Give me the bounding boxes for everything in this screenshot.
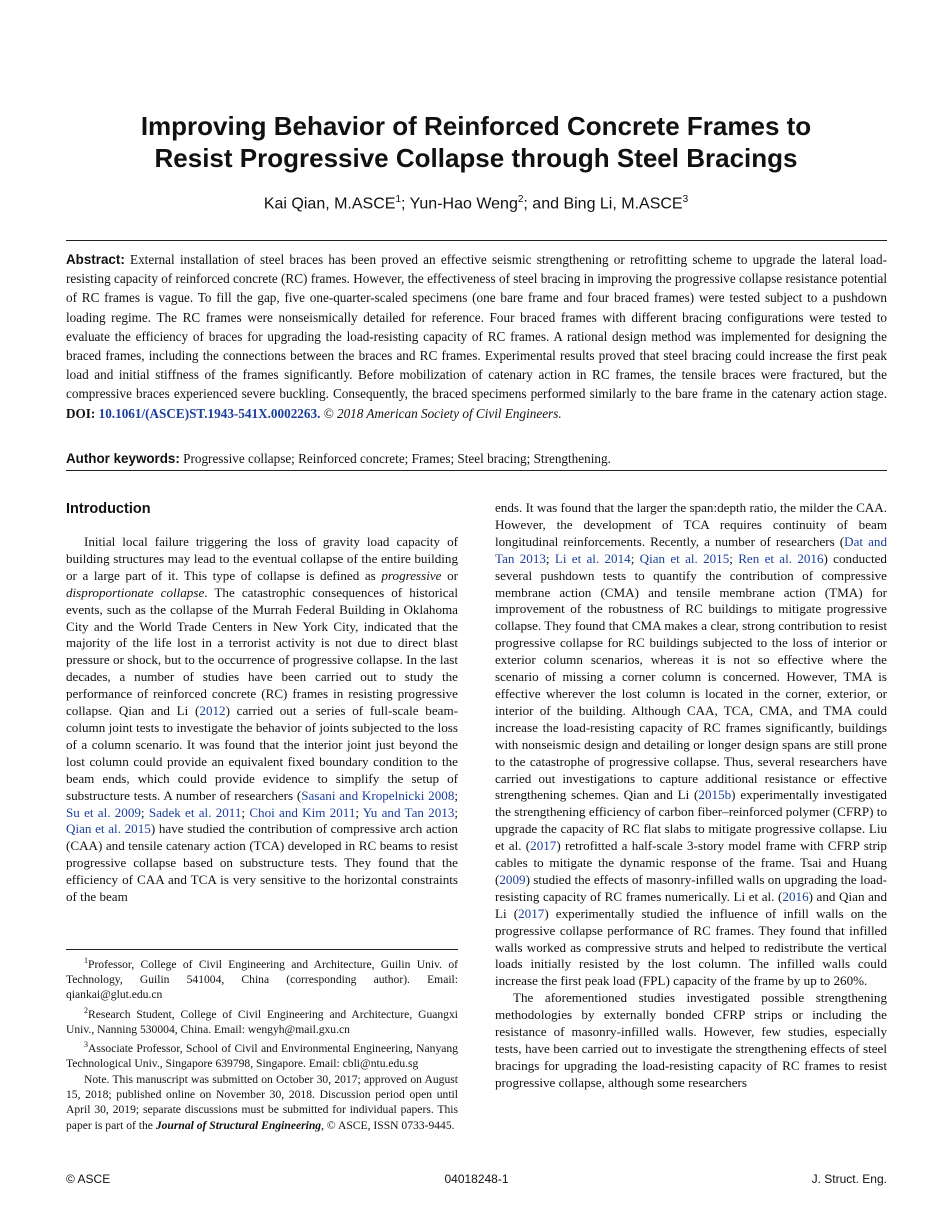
keywords-text: Progressive collapse; Reinforced concrete; Frames; Steel bracing; Strengthening. [183,451,611,466]
intro-paragraph-1: Initial local failure triggering the loss of gravity load capacity of building structures may lead to the eventual collapse of the entire building or a large part of it. This type of collapse is defined as progressive or disproportionate collapse. The catastrophic consequences of historical events, such as the collapse of the Murrah Federal Building in Oklahoma City and the World Trade Centers in New York City, indicated that the majority of the life lost in a terrorist activity is not due to direct blast pressure or shock, but to the occurrence of progressive collapse. In the last decades, a number of studies have been carried out to study the performance of reinforced concrete (RC) frames in resisting progressive collapse. Qian and Li (2012) carried out a series of full-scale beam-column joint tests to investigate the behavior of joints subjected to the loss of a column scenario. It was found that the interior joint just beyond the lost column could provide an equivalent fixed boundary condition to the beam ends, which could provide evidence to simplify the setup of substructure tests. A number of researchers (Sasani and Kropelnicki 2008; Su et al. 2009; Sadek et al. 2011; Choi and Kim 2011; Yu and Tan 2013; Qian et al. 2015) have studied the contribution of compressive arch action (CAA) and tensile catenary action (TCA) developed in RC beams to resist progressive collapse based on substructure tests. They found that the efficiency of CAA and TCA is very sensitive to the horizontal constraints of the beam [66,534,459,905]
citation-link[interactable]: Sasani and Kropelnicki 2008 [301,787,455,803]
doi-link[interactable]: 10.1061/(ASCE)ST.1943-541X.0002263. [98,405,321,421]
citation-link[interactable]: Ren et al. 2016 [738,550,824,566]
abstract-text: External installation of steel braces has been proved an effective seismic strengthening or retrofitting scheme to upgrade the lateral load-resisting capacity of reinforced concrete (RC) frames. However, the effectiveness of steel bracing in improving the progressive collapse resistance potential of RC frames is vague. To fill the gap, five one-quarter-scaled specimens (one bare frame and four braced frames) were tested subject to a pushdown loading regime. The RC frames were nonseismically detailed for reference. Four braced frames with different bracing configurations were tested to evaluate the efficiency of braces for upgrading the load-resisting capacity of RC frames. A rational design method was implemented for designing the braced frames, including the connections between the braces and RC frames. Experimental results proved that steel bracing could increase the first peak load and initial stiffness of the frames significantly. Before mobilization of catenary action in RC frames, the tensile braces were fractured, but the compressive braces experienced severe buckling. Consequently, the braced specimens performed similarly to the bare frame in the catenary action stage. [66,252,888,402]
paper-title [66,110,886,174]
footnote-2: $^2$Research Student, College of Civil Engineering and Architecture, Guangxi Univ., Nanning 530004, China. Email: wengyh@mail.gxu.cn [66,1005,458,1036]
citation-link[interactable]: 2012 [199,703,226,719]
citation-link[interactable]: Qian et al. 2015 [66,821,151,837]
doi-label: DOI: [66,405,96,421]
citation-link[interactable]: Li et al. 2014 [554,550,631,566]
author-2: ; Yun-Hao Weng [401,195,518,213]
citation-link[interactable]: Sadek et al. 2011 [148,804,242,820]
footer-page-id: 04018248-1 [444,1172,509,1186]
author-1-affil: 1 [395,194,402,205]
title-line-2: Resist Progressive Collapse through Steel Bracings [154,143,798,173]
citation-link[interactable]: Qian et al. 2015 [639,550,730,566]
section-heading-introduction: Introduction [66,501,151,517]
keywords-label: Author keywords: [66,451,180,466]
author-1: Kai Qian, M.ASCE [263,195,396,213]
citation-link[interactable]: Su et al. 2009 [66,804,141,820]
footer-publisher: © ASCE [66,1172,111,1186]
footer-journal: J. Struct. Eng. [811,1172,887,1186]
author-3: ; and Bing Li, M.ASCE [523,195,683,213]
citation-link[interactable]: Dat and Tan 2013 [495,533,887,566]
citation-link[interactable]: 2009 [499,871,526,887]
abstract [66,250,887,423]
footnote-1: $^1$Professor, College of Civil Engineering and Architecture, Guilin Univ. of Technology, Guilin 541004, China (corresponding author). Email: qiankai@glut.edu.cn [66,956,458,1002]
citation-link[interactable]: Yu and Tan 2013 [362,804,455,820]
author-3-affil: 3 [682,194,689,205]
abstract-label: Abstract: [66,252,125,267]
citation-link[interactable]: 2017 [530,838,557,854]
footnotes [66,953,458,1133]
right-column [495,500,887,1092]
author-2-affil: 2 [517,194,524,205]
citation-link[interactable]: 2016 [782,888,809,904]
footnote-rule [66,949,458,950]
author-keywords [66,449,887,468]
left-column [66,500,458,906]
intro-paragraph-2: The aforementioned studies investigated possible strengthening methodologies by externally bonded CFRP strips or including the resistance of masonry-infilled walls. However, few studies, especially tests, have been carried out to investigate the strengthening effects of steel bracings for upgrading the load-resisting capacity of RC frames to resist progressive collapse, although some researchers [495,990,887,1090]
abstract-copyright: © 2018 American Society of Civil Engineers. [323,405,562,421]
author-list [66,190,886,214]
citation-link[interactable]: 2017 [518,905,545,921]
page-footer [66,1172,887,1190]
citation-link[interactable]: 2015b [698,787,732,803]
abstract-top-rule [66,240,887,241]
title-line-1: Improving Behavior of Reinforced Concrete Frames to [140,111,812,141]
citation-link[interactable]: Choi and Kim 2011 [249,804,356,820]
submission-note: Note. This manuscript was submitted on October 30, 2017; approved on August 15, 2018; published online on November 30, 2018. Discussion period open until April 30, 2019; separate discussions must be submitted for individual papers. This paper is part of the Journal of Structural Engineering, © ASCE, ISSN 0733-9445. [66,1072,458,1132]
abstract-bottom-rule [66,470,887,471]
footnote-3: $^3$Associate Professor, School of Civil and Environmental Engineering, Nanyang Technological Univ., Singapore 639798, Singapore. Email: cbli@ntu.edu.sg [66,1040,458,1071]
intro-paragraph-1-continued: ends. It was found that the larger the span:depth ratio, the milder the CAA. However, the development of TCA requires continuity of beam longitudinal reinforcements. Recently, a number of researchers (Dat and Tan 2013; Li et al. 2014; Qian et al. 2015; Ren et al. 2016) conducted several pushdown tests to quantify the contribution of compressive membrane action (CMA) and tensile membrane action (TMA) for improvement of the robustness of RC buildings to mitigate progressive collapse. They found that CMA makes a clear, strong contribution to resist progressive collapse for RC buildings subjected to the loss of interior or exterior column scenarios, whereas it is not so effective where the scenario of missing a corner column is concerned. However, TMA is effective wherever the lost column is located in the corner, exterior, or interior of the building. Although CAA, TCA, CMA, and TMA could increase the load-resisting capacity of RC frames significantly, buildings with nonseismic design and detailing or longer design spans are still prone to the catastrophe of progressive collapse. Thus, several researchers have carried out investigations to capture additional resistance or effective strengthening schemes. Qian and Li (2015b) experimentally investigated the strengthening efficiency of carbon fiber–reinforced polymer (CFRP) to upgrade the capacity of RC flat slabs to mitigate progressive collapse. Liu et al. (2017) retrofitted a half-scale 3-story model frame with CFRP strip cables to mitigate the dynamic response of the frame. Tsai and Huang (2009) studied the effects of masonry-infilled walls on upgrading the load-resisting capacity of RC frames numerically. Li et al. (2016) and Qian and Li (2017) experimentally studied the influence of infill walls on the progressive collapse performance of RC frames. They found that infilled walls worked as compressive struts and helped to redistribute the vertical loads initially resisted by the lost column. The infilled walls could increase the first peak load (FPL) capacity of the frame by up to 260%. [495,500,887,989]
